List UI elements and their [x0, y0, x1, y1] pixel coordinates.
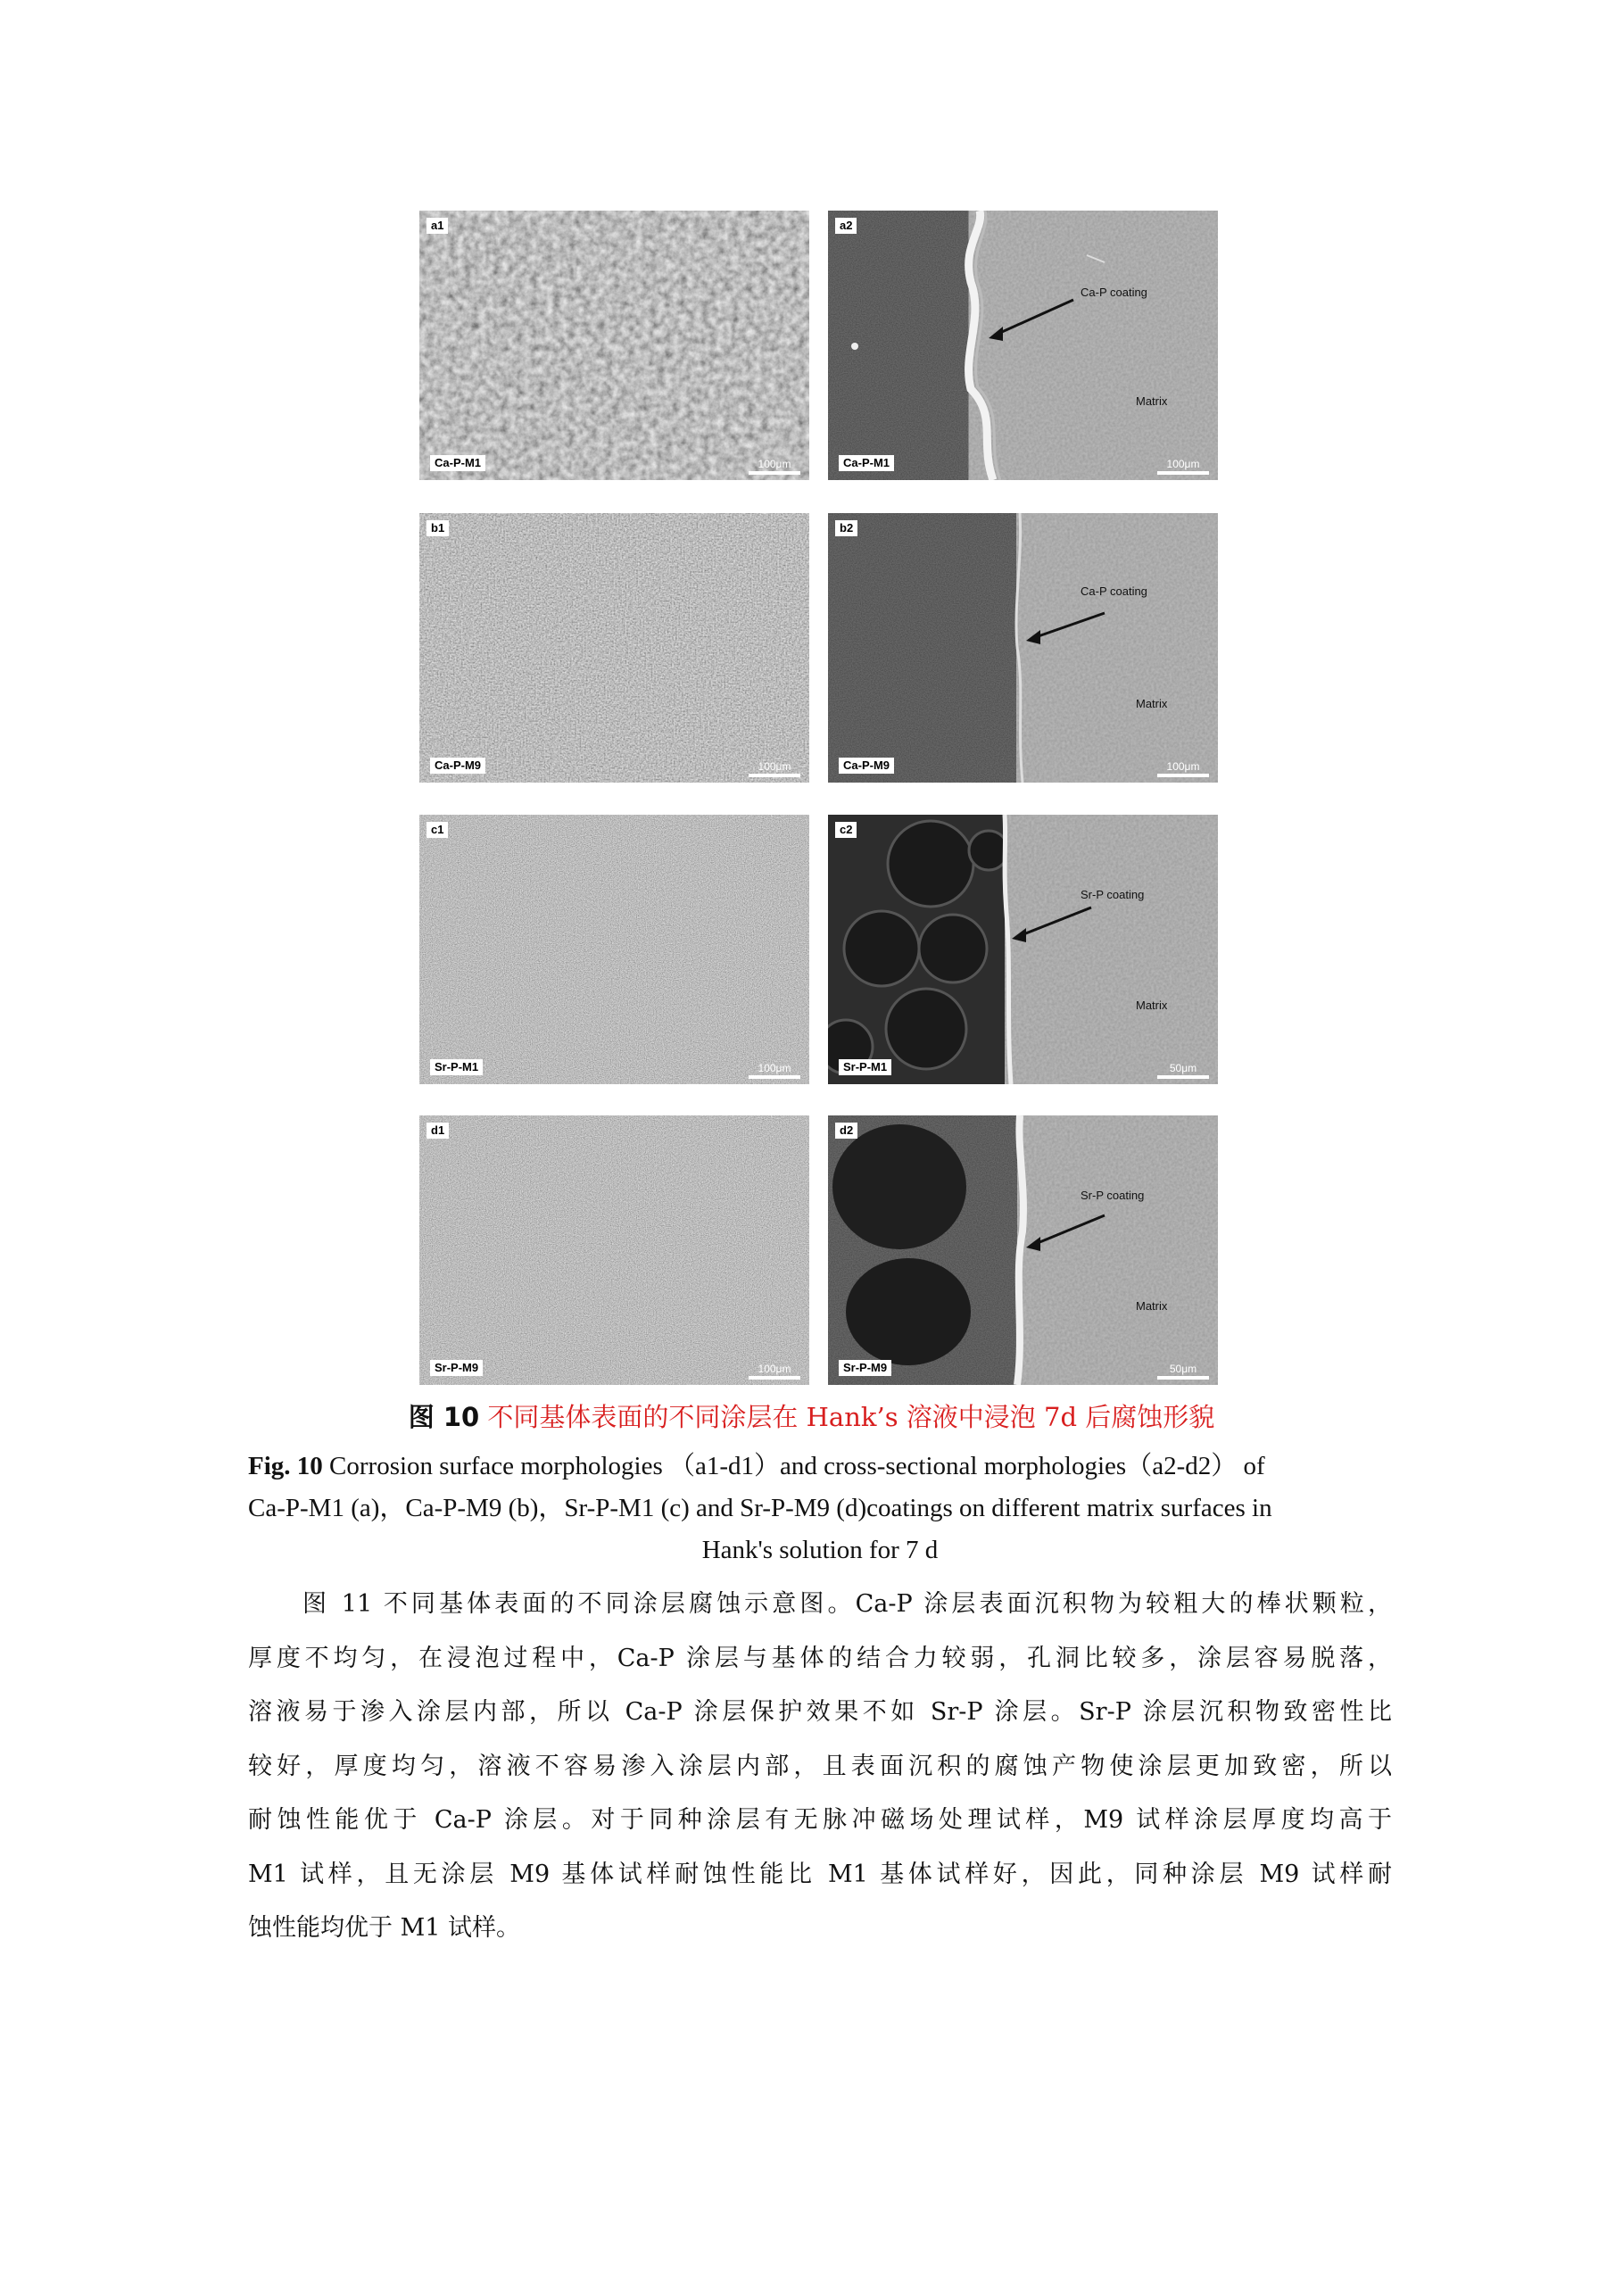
scale-bar: 100μm [749, 1363, 800, 1380]
scale-bar: 100μm [749, 458, 800, 475]
panel-c1 [419, 815, 809, 1084]
matrix-annotation: Matrix [1136, 394, 1168, 408]
sample-label: Ca-P-M1 [430, 455, 485, 471]
scale-bar: 100μm [749, 1062, 800, 1079]
coating-arrow [828, 513, 1218, 783]
panel-a2 [828, 211, 1218, 480]
scale-bar: 100μm [1157, 760, 1209, 777]
panel-d2 [828, 1115, 1218, 1385]
figure-caption-chinese [0, 1399, 1623, 1435]
panel-id-label: b1 [426, 520, 449, 536]
coating-arrow [828, 211, 1218, 480]
panel-a1 [419, 211, 809, 480]
figure-number-en: Fig. 10 [248, 1452, 323, 1480]
sample-label: Sr-P-M1 [430, 1059, 483, 1075]
scale-bar: 50μm [1157, 1062, 1209, 1079]
panel-c2 [828, 815, 1218, 1084]
scale-bar: 100μm [1157, 458, 1209, 475]
paragraph-line: 耐蚀性能优于 Ca-P 涂层。对于同种涂层有无脉冲磁场处理试样，M9 试样涂层厚度均高于 [248, 1806, 1392, 1834]
caption-line: Corrosion surface morphologies （a1-d1）and cross-sectional morphologies（a2-d2） of [329, 1452, 1265, 1480]
panel-id-label: c1 [426, 822, 448, 838]
sample-label: Ca-P-M1 [839, 455, 894, 471]
sample-label: Sr-P-M9 [839, 1360, 891, 1376]
scale-bar: 100μm [749, 760, 800, 777]
caption-line: Hank's solution for 7 d [701, 1536, 939, 1564]
caption-line: Ca-P-M1 (a)，Ca-P-M9 (b)，Sr-P-M1 (c) and Sr-P-M9 (d)coatings on different matrix surfaces in [248, 1494, 1272, 1522]
panel-id-label: a1 [426, 218, 448, 234]
panel-id-label: c2 [835, 822, 857, 838]
panel-b2 [828, 513, 1218, 783]
coating-arrow [828, 1115, 1218, 1385]
paragraph-line: 蚀性能均优于 M1 试样。 [248, 1914, 520, 1942]
coating-annotation: Ca-P coating [1081, 286, 1147, 299]
matrix-annotation: Matrix [1136, 697, 1168, 710]
sample-label: Sr-P-M9 [430, 1360, 483, 1376]
paragraph-line: M1 试样，且无涂层 M9 基体试样耐蚀性能比 M1 基体试样好，因此，同种涂层 M9 试样耐 [248, 1860, 1392, 1888]
matrix-annotation: Matrix [1136, 1299, 1168, 1313]
figure-number: 图 10 [408, 1402, 480, 1432]
coating-annotation: Sr-P coating [1081, 1189, 1145, 1202]
body-paragraph [248, 1578, 1392, 1956]
coating-annotation: Sr-P coating [1081, 888, 1145, 901]
sample-label: Sr-P-M1 [839, 1059, 891, 1075]
sample-label: Ca-P-M9 [430, 758, 485, 774]
scale-bar: 50μm [1157, 1363, 1209, 1380]
figure-title: 不同基体表面的不同涂层在 Hank’s 溶液中浸泡 7d 后腐蚀形貌 [487, 1402, 1215, 1432]
panel-id-label: b2 [835, 520, 857, 536]
panel-d1 [419, 1115, 809, 1385]
coating-arrow [828, 815, 1218, 1084]
panel-id-label: d2 [835, 1123, 857, 1139]
paragraph-line: 厚度不均匀，在浸泡过程中，Ca-P 涂层与基体的结合力较弱，孔洞比较多，涂层容易脱落， [248, 1644, 1392, 1672]
paragraph-line: 图 11 不同基体表面的不同涂层腐蚀示意图。Ca-P 涂层表面沉积物为较粗大的棒状颗粒， [302, 1590, 1392, 1618]
coating-annotation: Ca-P coating [1081, 584, 1147, 598]
panel-id-label: d1 [426, 1123, 449, 1139]
panel-b1 [419, 513, 809, 783]
figure-caption-english [248, 1446, 1392, 1571]
paragraph-line: 较好，厚度均匀，溶液不容易渗入涂层内部，且表面沉积的腐蚀产物使涂层更加致密，所以 [248, 1752, 1392, 1780]
panel-id-label: a2 [835, 218, 857, 234]
paragraph-line: 溶液易于渗入涂层内部，所以 Ca-P 涂层保护效果不如 Sr-P 涂层。Sr-P 涂层沉积物致密性比 [248, 1698, 1392, 1726]
matrix-annotation: Matrix [1136, 999, 1168, 1012]
sample-label: Ca-P-M9 [839, 758, 894, 774]
